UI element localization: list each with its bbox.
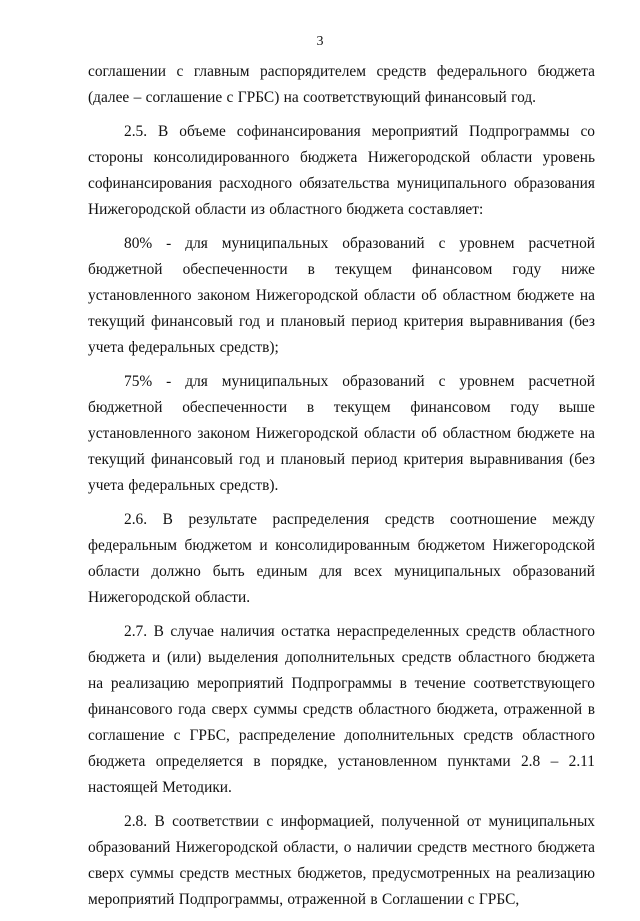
paragraph-2-5: 2.5. В объеме софинансирования мероприятий Подпрограммы со стороны консолидированного бюджета Нижегородской области уровень софинансирования расходного обязательства муниципального образования Нижегородской области из областного бюджета составляет:: [88, 123, 595, 218]
page-number: 3: [316, 34, 324, 49]
paragraph-80-percent: 80% - для муниципальных образований с уровнем расчетной бюджетной обеспеченности в текущем финансовом году ниже установленного законом Нижегородской области об областном бюджете на текущий финансовый год и плановый период критерия выравнивания (без учета федеральных средств);: [88, 235, 595, 356]
document-body: [88, 59, 595, 921]
paragraph-75-percent: 75% - для муниципальных образований с уровнем расчетной бюджетной обеспеченности в текущем финансовом году выше установленного законом Нижегородской области об областном бюджете на текущий финансовый год и плановый период критерия выравнивания (без учета федеральных средств).: [88, 373, 595, 494]
paragraph-2-6: 2.6. В результате распределения средств соотношение между федеральным бюджетом и консолидированным бюджетом Нижегородской области должно быть единым для всех муниципальных образований Нижегородской области.: [88, 511, 595, 606]
paragraph-2-7: 2.7. В случае наличия остатка нераспределенных средств областного бюджета и (или) выделения дополнительных средств областного бюджета на реализацию мероприятий Подпрограммы в течение соответствующего финансового года сверх суммы средств областного бюджета, отраженной в соглашение с ГРБС, распределение дополнительных средств областного бюджета определяется в порядке, установленном пунктами 2.8 – 2.11 настоящей Методики.: [88, 623, 595, 796]
paragraph-continuation: соглашении с главным распорядителем средств федерального бюджета (далее – соглашение с ГРБС) на соответствующий финансовый год.: [88, 63, 595, 106]
paragraph-2-8: 2.8. В соответствии с информацией, полученной от муниципальных образований Нижегородской области, о наличии средств местного бюджета сверх суммы средств местных бюджетов, предусмотренных на реализацию мероприятий Подпрограммы, отраженной в Соглашении с ГРБС,: [88, 813, 595, 908]
